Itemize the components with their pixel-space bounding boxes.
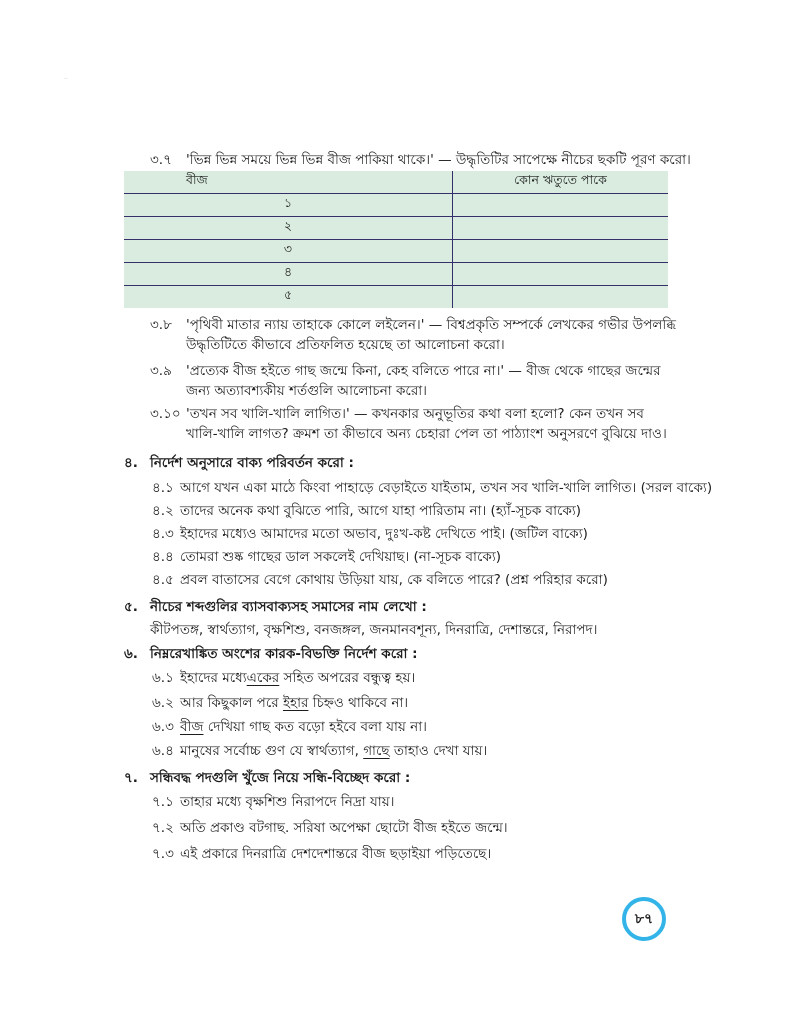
item-text: তাদের অনেক কথা বুঝিতে পারি, আগে যাহা পারিতাম না। (হ্যাঁ-সূচক বাক্যে) bbox=[180, 503, 582, 519]
list-item bbox=[152, 667, 415, 690]
item-text: দেখিয়া গাছ কত বড়ো হইবে বলা যায় না। bbox=[203, 719, 427, 735]
section-title: নীচের শব্দগুলির ব্যাসবাক্যসহ সমাসের নাম লেখো : bbox=[150, 599, 427, 615]
section-number: ৬. bbox=[124, 646, 138, 662]
item-number: ৬.৪ bbox=[152, 743, 174, 759]
table-cell: ৪ bbox=[124, 263, 453, 286]
table-row bbox=[124, 263, 668, 286]
item-number: ৭.৩ bbox=[152, 846, 174, 862]
section-4-heading bbox=[124, 452, 354, 475]
underlined-word: গাছে bbox=[363, 743, 390, 759]
item-text: সহিত অপরের বন্ধুত্ব হয়। bbox=[279, 670, 416, 686]
item-text: এই প্রকারে দিনরাত্রি দেশদেশান্তরে বীজ ছড়াইয়া পড়িতেছে। bbox=[180, 846, 492, 862]
underlined-word: একের bbox=[246, 670, 280, 686]
list-item bbox=[152, 500, 581, 523]
list-item bbox=[152, 791, 394, 814]
table-header-season: কোন ঋতুতে পাকে bbox=[453, 171, 669, 194]
item-text: প্রবল বাতাসের বেগে কোথায় উড়িয়া যায়, কে বলিতে পারে? (প্রশ্ন পরিহার করো) bbox=[180, 572, 608, 588]
page-number: ৮৭ bbox=[634, 911, 654, 927]
underlined-word: ইহার bbox=[282, 695, 309, 711]
list-item bbox=[152, 523, 588, 546]
list-item bbox=[152, 692, 408, 715]
table-header-seed: বীজ bbox=[124, 171, 453, 194]
section-title: সন্ধিবদ্ধ পদগুলি খুঁজে নিয়ে সন্ধি-বিচ্ছেদ করো : bbox=[150, 770, 411, 786]
table-row bbox=[124, 240, 668, 263]
seed-season-table bbox=[124, 171, 668, 308]
section-number: ৭. bbox=[124, 770, 138, 786]
item-number: ৬.৩ bbox=[152, 719, 174, 735]
table-row bbox=[124, 194, 668, 217]
question-3-10-line2: খালি-খালি লাগত? ক্রমশ তা কীভাবে অন্য চেহারা পেল তা পাঠ্যাংশ অনুসরণে বুঝিয়ে দাও। bbox=[186, 426, 667, 442]
question-text: 'ভিন্ন ভিন্ন সময়ে ভিন্ন ভিন্ন বীজ পাকিয়া থাকে।' — উদ্ধৃতিটির সাপেক্ষে নীচের ছকটি পূরণ করো। bbox=[186, 152, 691, 168]
table-header-row bbox=[124, 171, 668, 194]
section-title: নির্দেশ অনুসারে বাক্য পরিবর্তন করো : bbox=[150, 455, 354, 471]
item-number: ৪.১ bbox=[152, 480, 174, 496]
table-cell: ২ bbox=[124, 217, 453, 240]
section-6-heading bbox=[124, 643, 418, 666]
item-number: ৪.৫ bbox=[152, 572, 174, 588]
corner-mark: .. bbox=[64, 74, 68, 81]
item-number: ৪.২ bbox=[152, 503, 174, 519]
table-cell: ৩ bbox=[124, 240, 453, 263]
table-cell-empty[interactable] bbox=[453, 286, 669, 309]
question-number: ৩.৯ bbox=[150, 363, 172, 379]
item-number: ৬.১ bbox=[152, 670, 174, 686]
list-item bbox=[152, 546, 501, 569]
item-text: অতি প্রকাণ্ড বটগাছ. সরিষা অপেক্ষা ছোটো বীজ হইতে জন্মে। bbox=[180, 820, 508, 836]
table-cell-empty[interactable] bbox=[453, 217, 669, 240]
question-number: ৩.১০ bbox=[150, 406, 181, 422]
item-number: ৭.২ bbox=[152, 820, 174, 836]
list-item bbox=[152, 843, 491, 866]
section-title: নিম্নরেখাঙ্কিত অংশের কারক-বিভক্তি নির্দেশ করো : bbox=[150, 646, 418, 662]
item-text: আগে যখন একা মাঠে কিংবা পাহাড়ে বেড়াইতে যাইতাম, তখন সব খালি-খালি লাগিত। (সরল বাক্যে) bbox=[180, 480, 713, 496]
question-number: ৩.৭ bbox=[150, 152, 172, 168]
item-number: ৭.১ bbox=[152, 794, 174, 810]
item-text: ইহাদের মধ্যেও আমাদের মতো অভাব, দুঃখ-কষ্ট দেখিতে পাই। (জটিল বাক্যে) bbox=[180, 526, 588, 542]
item-text: আর কিছুকাল পরে bbox=[180, 695, 283, 711]
list-item bbox=[152, 740, 487, 763]
item-text: মানুষের সর্বোচ্চ গুণ যে স্বার্থত্যাগ, bbox=[180, 743, 364, 759]
word-list: কীটপতঙ্গ, স্বার্থত্যাগ, বৃক্ষশিশু, বনজঙ্গল, জনমানবশূন্য, দিনরাত্রি, দেশান্তরে, নিরাপদ। bbox=[150, 622, 598, 638]
section-7-heading bbox=[124, 767, 410, 790]
item-text: ইহাদের মধ্যে bbox=[180, 670, 247, 686]
item-text: তাহার মধ্যে বৃক্ষশিশু নিরাপদে নিদ্রা যায়। bbox=[180, 794, 395, 810]
question-3-8-line2: উদ্ধৃতিটিতে কীভাবে প্রতিফলিত হয়েছে তা আলোচনা করো। bbox=[186, 337, 505, 353]
table-row bbox=[124, 286, 668, 309]
item-number: ৬.২ bbox=[152, 695, 174, 711]
question-3-7 bbox=[150, 149, 691, 172]
table-row bbox=[124, 217, 668, 240]
underlined-word: বীজ bbox=[180, 719, 204, 735]
table-cell: ৫ bbox=[124, 286, 453, 309]
question-number: ৩.৮ bbox=[150, 317, 172, 333]
table-cell: ১ bbox=[124, 194, 453, 217]
list-item bbox=[152, 716, 427, 739]
question-text-line: 'পৃথিবী মাতার ন্যায় তাহাকে কোলে লইলেন।' — বিশ্বপ্রকৃতি সম্পর্কে লেখকের গভীর উপলব্ধি bbox=[186, 317, 676, 333]
page-number-badge bbox=[622, 897, 666, 941]
section-5-heading bbox=[124, 596, 427, 619]
item-text: তোমরা শুষ্ক গাছের ডাল সকলেই দেখিয়াছ। (না-সূচক বাক্যে) bbox=[180, 549, 502, 565]
item-number: ৪.৪ bbox=[152, 549, 174, 565]
item-text: চিহ্নও থাকিবে না। bbox=[308, 695, 409, 711]
table-cell-empty[interactable] bbox=[453, 240, 669, 263]
question-text-line: 'প্রত্যেক বীজ হইতে গাছ জন্মে কিনা, কেহ বলিতে পারে না।' — বীজ থেকে গাছের জন্মের bbox=[186, 363, 661, 379]
list-item bbox=[152, 569, 608, 592]
table-cell-empty[interactable] bbox=[453, 263, 669, 286]
table-cell-empty[interactable] bbox=[453, 194, 669, 217]
question-3-9-line2: জন্য অত্যাবশ্যকীয় শর্তগুলি আলোচনা করো। bbox=[186, 383, 427, 399]
section-number: ৪. bbox=[124, 455, 138, 471]
section-number: ৫. bbox=[124, 599, 138, 615]
question-text-line: 'তখন সব খালি-খালি লাগিত।' — কখনকার অনুভূতির কথা বলা হলো? কেন তখন সব bbox=[186, 406, 644, 422]
item-text: তাহাও দেখা যায়। bbox=[389, 743, 488, 759]
list-item bbox=[152, 477, 712, 500]
list-item bbox=[152, 817, 508, 840]
item-number: ৪.৩ bbox=[152, 526, 174, 542]
